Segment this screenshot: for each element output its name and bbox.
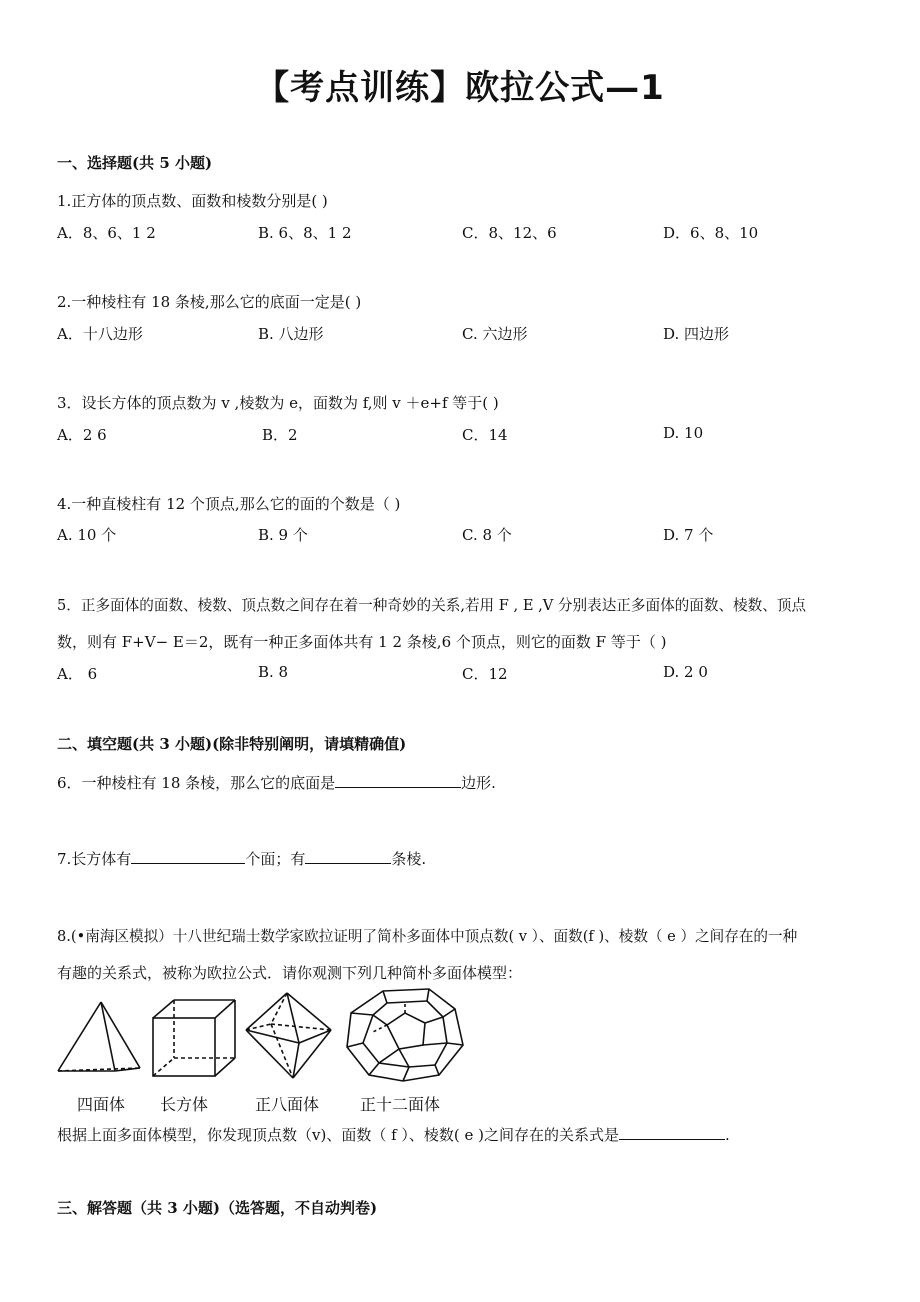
- question-2-option-a: A．十八边形: [57, 325, 143, 343]
- question-2-stem: 2.一种棱柱有 18 条棱,那么它的底面一定是( ): [57, 293, 362, 311]
- question-1-stem: 1.正方体的顶点数、面数和棱数分别是( ): [57, 192, 328, 210]
- question-4-option-b: B. 9 个: [258, 526, 308, 544]
- question-3-option-a: A．2 6: [57, 426, 107, 444]
- cuboid-figure: [148, 998, 240, 1080]
- question-6-text-end: 边形.: [461, 774, 496, 792]
- question-4-option-a: A. 10 个: [57, 526, 117, 544]
- question-3-option-b: B．2: [262, 426, 298, 444]
- question-5-option-c: C．12: [462, 665, 508, 683]
- question-5-option-d: D. 2 0: [663, 663, 708, 681]
- question-5-option-a: A． 6: [57, 665, 98, 683]
- question-8-line-2: 有趣的关系式，被称为欧拉公式．请你观测下列几种简朴多面体模型：: [57, 964, 523, 982]
- question-5-stem-line-1: 5．正多面体的面数、棱数、顶点数之间存在着一种奇妙的关系,若用 F , E ,V 分别表达正多面体的面数、棱数、顶点: [57, 597, 807, 614]
- dodecahedron-figure: [343, 985, 467, 1085]
- question-2-option-b: B. 八边形: [258, 325, 324, 343]
- question-2-option-c: C. 六边形: [462, 325, 528, 343]
- question-7-text-middle: 个面；有: [245, 850, 306, 868]
- caption-octahedron: 正八面体: [255, 1095, 320, 1114]
- section-2-heading: 二、填空题(共 3 小题)(除非特别阐明，请填精确值): [57, 735, 407, 753]
- question-8-answer-line: [57, 1124, 730, 1145]
- question-3-option-c: C．14: [462, 426, 508, 444]
- question-1-option-d: D．6、8、10: [663, 224, 759, 242]
- caption-tetrahedron: 四面体: [77, 1095, 126, 1114]
- question-8-answer-blank[interactable]: [619, 1125, 725, 1140]
- question-7-edges-blank[interactable]: [305, 849, 391, 864]
- question-6: [57, 772, 496, 793]
- question-7-text: 7.长方体有: [57, 850, 132, 868]
- caption-dodecahedron: 正十二面体: [360, 1095, 441, 1114]
- question-1-option-b: B. 6、8、1 2: [258, 224, 352, 242]
- question-5-option-b: B. 8: [258, 663, 289, 681]
- question-5-stem-line-2: 数，则有 F+V− E＝2，既有一种正多面体共有 1 2 条棱,6 个顶点，则它的面数 F 等于（ ): [57, 633, 667, 651]
- tetrahedron-figure: [55, 998, 145, 1078]
- question-4-option-d: D. 7 个: [663, 526, 714, 544]
- question-1-option-c: C．8、12、6: [462, 224, 557, 242]
- section-1-heading: 一、选择题(共 5 小题): [57, 154, 213, 172]
- question-7: [57, 848, 426, 869]
- question-2-option-d: D. 四边形: [663, 325, 730, 343]
- question-3-stem: 3．设长方体的顶点数为 v ,棱数为 e，面数为 f,则 v ＋e+f 等于( ): [57, 394, 499, 412]
- page-title: 【考点训练】欧拉公式—1: [255, 68, 665, 108]
- octahedron-figure: [243, 990, 335, 1082]
- question-7-text-end: 条棱.: [391, 850, 427, 868]
- question-8-answer-end: .: [725, 1126, 730, 1144]
- question-7-faces-blank[interactable]: [131, 849, 245, 864]
- question-4-option-c: C. 8 个: [462, 526, 512, 544]
- question-8-line-1: 8.(•南海区模拟）十八世纪瑞士数学家欧拉证明了简朴多面体中顶点数( v ）、面数(f )、棱数（ e ）之间存在的一种: [57, 928, 798, 945]
- question-3-option-d: D. 10: [663, 424, 704, 442]
- caption-cuboid: 长方体: [160, 1095, 209, 1114]
- question-4-stem: 4.一种直棱柱有 12 个顶点,那么它的面的个数是（ ): [57, 495, 401, 513]
- question-1-option-a: A．8、6、1 2: [57, 224, 156, 242]
- question-6-answer-blank[interactable]: [335, 773, 461, 788]
- question-6-text: 6．一种棱柱有 18 条棱，那么它的底面是: [57, 774, 336, 792]
- question-8-answer-text: 根据上面多面体模型，你发现顶点数（v)、面数（ f ）、棱数( e )之间存在的关系式是: [57, 1126, 620, 1144]
- section-3-heading: 三、解答题（共 3 小题)（选答题，不自动判卷): [57, 1199, 378, 1217]
